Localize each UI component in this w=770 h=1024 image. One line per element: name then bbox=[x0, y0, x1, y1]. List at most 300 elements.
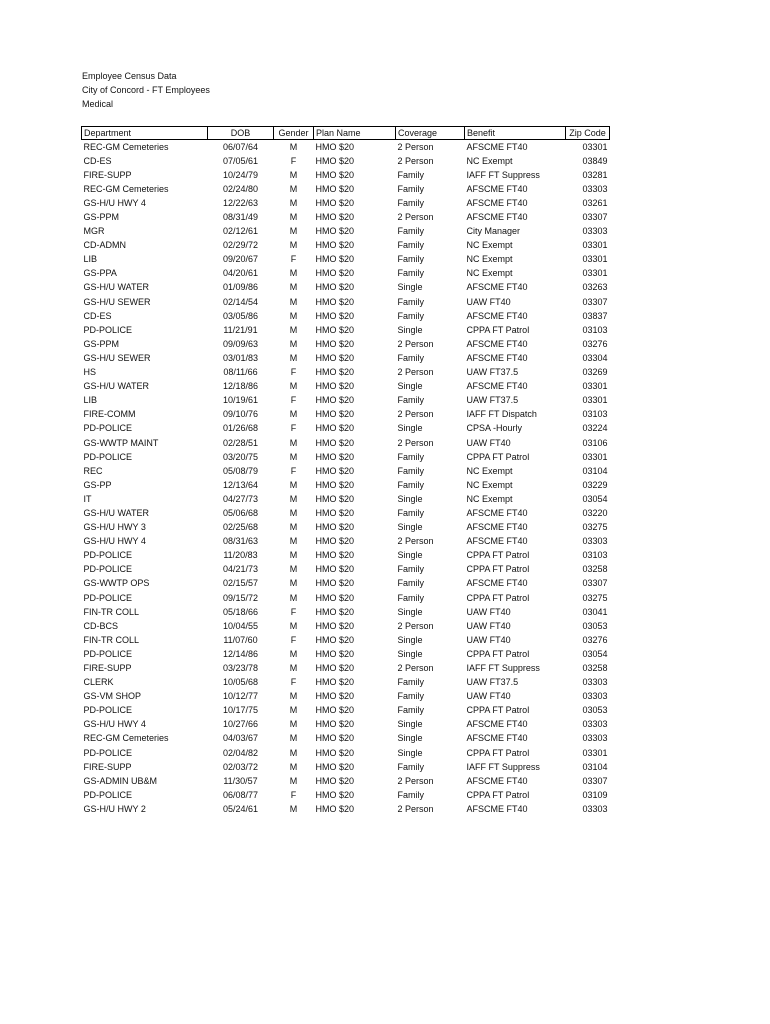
report-subtitle: City of Concord - FT Employees bbox=[82, 85, 210, 95]
cell-benefit: AFSCME FT40 bbox=[466, 338, 528, 349]
cell-gender: M bbox=[289, 183, 298, 194]
table-row bbox=[82, 154, 610, 168]
table-header-row bbox=[82, 127, 610, 140]
cell-dob: 01/09/86 bbox=[222, 282, 259, 293]
cell-zip-code: 03303 bbox=[582, 226, 608, 237]
table-row bbox=[82, 394, 610, 408]
cell-department: GS-H/U HWY 2 bbox=[83, 803, 146, 814]
table-row bbox=[82, 774, 610, 788]
cell-zip-code: 03301 bbox=[582, 268, 608, 279]
cell-dob: 11/30/57 bbox=[223, 775, 258, 786]
cell-dob: 10/19/61 bbox=[222, 395, 259, 406]
cell-gender: M bbox=[289, 197, 298, 208]
cell-department: CLERK bbox=[83, 677, 114, 688]
cell-benefit: NC Exempt bbox=[466, 254, 513, 265]
table-row bbox=[82, 535, 610, 549]
cell-plan-name: HMO $20 bbox=[315, 395, 355, 406]
cell-gender: M bbox=[289, 536, 298, 547]
cell-plan-name: HMO $20 bbox=[315, 536, 355, 547]
cell-department: CD-ES bbox=[83, 310, 112, 321]
cell-gender: M bbox=[289, 775, 298, 786]
column-header-plan-name: Plan Name bbox=[314, 127, 396, 140]
cell-dob: 03/20/75 bbox=[222, 451, 259, 462]
cell-department: GS-H/U HWY 4 bbox=[83, 536, 146, 547]
cell-benefit: CPPA FT Patrol bbox=[466, 648, 530, 659]
cell-coverage: 2 Person bbox=[397, 775, 434, 786]
cell-coverage: Single bbox=[397, 324, 423, 335]
cell-benefit: AFSCME FT40 bbox=[466, 803, 528, 814]
cell-plan-name: HMO $20 bbox=[315, 282, 355, 293]
cell-gender: F bbox=[290, 254, 297, 265]
cell-department: GS-WWTP OPS bbox=[83, 578, 150, 589]
cell-coverage: Family bbox=[397, 395, 424, 406]
cell-coverage: Family bbox=[397, 564, 424, 575]
cell-benefit: NC Exempt bbox=[466, 479, 513, 490]
cell-department: FIRE-SUPP bbox=[83, 169, 132, 180]
cell-benefit: AFSCME FT40 bbox=[466, 536, 528, 547]
table-row bbox=[82, 450, 610, 464]
cell-plan-name: HMO $20 bbox=[315, 648, 355, 659]
cell-gender: F bbox=[290, 677, 297, 688]
cell-coverage: Single bbox=[397, 648, 423, 659]
cell-department: FIRE-SUPP bbox=[83, 761, 132, 772]
cell-dob: 08/31/49 bbox=[222, 212, 259, 223]
cell-gender: M bbox=[289, 663, 298, 674]
cell-plan-name: HMO $20 bbox=[315, 592, 355, 603]
cell-zip-code: 03103 bbox=[582, 324, 608, 335]
cell-gender: F bbox=[290, 634, 297, 645]
cell-benefit: NC Exempt bbox=[466, 465, 513, 476]
cell-plan-name: HMO $20 bbox=[315, 733, 355, 744]
table-row bbox=[82, 619, 610, 633]
cell-zip-code: 03104 bbox=[582, 465, 608, 476]
cell-coverage: Single bbox=[397, 733, 423, 744]
cell-plan-name: HMO $20 bbox=[315, 254, 355, 265]
cell-benefit: AFSCME FT40 bbox=[466, 352, 528, 363]
cell-benefit: NC Exempt bbox=[466, 268, 513, 279]
cell-plan-name: HMO $20 bbox=[315, 761, 355, 772]
cell-gender: M bbox=[289, 310, 298, 321]
cell-plan-name: HMO $20 bbox=[315, 226, 355, 237]
cell-zip-code: 03269 bbox=[582, 367, 608, 378]
cell-zip-code: 03301 bbox=[582, 254, 608, 265]
cell-coverage: 2 Person bbox=[397, 367, 434, 378]
cell-gender: M bbox=[289, 761, 298, 772]
cell-gender: M bbox=[289, 451, 298, 462]
cell-dob: 07/05/61 bbox=[222, 155, 259, 166]
cell-coverage: Single bbox=[397, 423, 423, 434]
cell-zip-code: 03229 bbox=[582, 479, 608, 490]
cell-benefit: AFSCME FT40 bbox=[466, 141, 528, 152]
cell-benefit: AFSCME FT40 bbox=[466, 212, 528, 223]
cell-plan-name: HMO $20 bbox=[315, 338, 355, 349]
cell-plan-name: HMO $20 bbox=[315, 663, 355, 674]
cell-zip-code: 03301 bbox=[582, 141, 608, 152]
cell-coverage: Family bbox=[397, 169, 424, 180]
cell-benefit: AFSCME FT40 bbox=[466, 522, 528, 533]
cell-zip-code: 03301 bbox=[582, 381, 608, 392]
cell-department: LIB bbox=[83, 395, 98, 406]
table-row bbox=[82, 732, 610, 746]
cell-plan-name: HMO $20 bbox=[315, 775, 355, 786]
cell-benefit: CPPA FT Patrol bbox=[466, 789, 530, 800]
cell-benefit: AFSCME FT40 bbox=[466, 197, 528, 208]
cell-dob: 10/04/55 bbox=[222, 620, 259, 631]
cell-gender: F bbox=[290, 789, 297, 800]
cell-department: GS-PPM bbox=[83, 338, 120, 349]
cell-gender: F bbox=[290, 367, 297, 378]
cell-zip-code: 03103 bbox=[582, 550, 608, 561]
table-row bbox=[82, 577, 610, 591]
cell-benefit: IAFF FT Suppress bbox=[466, 169, 540, 180]
cell-department: PD-POLICE bbox=[83, 324, 133, 335]
table-row bbox=[82, 563, 610, 577]
cell-dob: 01/26/68 bbox=[222, 423, 259, 434]
cell-dob: 12/14/86 bbox=[222, 648, 259, 659]
cell-gender: M bbox=[289, 141, 298, 152]
cell-zip-code: 03303 bbox=[582, 803, 608, 814]
cell-dob: 10/24/79 bbox=[222, 169, 259, 180]
cell-zip-code: 03261 bbox=[582, 197, 608, 208]
table-row bbox=[82, 295, 610, 309]
cell-dob: 11/20/83 bbox=[223, 550, 258, 561]
cell-dob: 02/14/54 bbox=[222, 296, 259, 307]
cell-plan-name: HMO $20 bbox=[315, 310, 355, 321]
cell-department: PD-POLICE bbox=[83, 648, 133, 659]
cell-benefit: CPPA FT Patrol bbox=[466, 451, 530, 462]
cell-dob: 05/18/66 bbox=[222, 606, 259, 617]
cell-zip-code: 03303 bbox=[582, 691, 608, 702]
cell-gender: F bbox=[290, 395, 297, 406]
cell-department: REC-GM Cemeteries bbox=[83, 141, 169, 152]
cell-department: LIB bbox=[83, 254, 98, 265]
cell-department: MGR bbox=[83, 226, 105, 237]
cell-plan-name: HMO $20 bbox=[315, 197, 355, 208]
cell-benefit: AFSCME FT40 bbox=[466, 578, 528, 589]
cell-plan-name: HMO $20 bbox=[315, 606, 355, 617]
cell-department: PD-POLICE bbox=[83, 451, 133, 462]
cell-coverage: Single bbox=[397, 522, 423, 533]
cell-plan-name: HMO $20 bbox=[315, 268, 355, 279]
cell-dob: 06/08/77 bbox=[222, 789, 259, 800]
cell-gender: M bbox=[289, 352, 298, 363]
cell-coverage: Family bbox=[397, 592, 424, 603]
cell-zip-code: 03053 bbox=[582, 705, 608, 716]
column-header-coverage: Coverage bbox=[396, 127, 465, 140]
cell-benefit: IAFF FT Dispatch bbox=[466, 409, 537, 420]
cell-coverage: Family bbox=[397, 691, 424, 702]
cell-gender: M bbox=[289, 437, 298, 448]
cell-coverage: 2 Person bbox=[397, 663, 434, 674]
cell-department: GS-ADMIN UB&M bbox=[83, 775, 158, 786]
cell-plan-name: HMO $20 bbox=[315, 423, 355, 434]
cell-dob: 10/27/66 bbox=[222, 719, 259, 730]
cell-coverage: Family bbox=[397, 789, 424, 800]
table-row bbox=[82, 464, 610, 478]
cell-department: GS-PPM bbox=[83, 212, 120, 223]
cell-gender: M bbox=[289, 747, 298, 758]
cell-coverage: Single bbox=[397, 606, 423, 617]
cell-dob: 02/29/72 bbox=[222, 240, 259, 251]
cell-zip-code: 03301 bbox=[582, 395, 608, 406]
cell-zip-code: 03104 bbox=[582, 761, 608, 772]
cell-zip-code: 03224 bbox=[582, 423, 608, 434]
cell-plan-name: HMO $20 bbox=[315, 719, 355, 730]
cell-coverage: 2 Person bbox=[397, 338, 434, 349]
cell-zip-code: 03106 bbox=[582, 437, 608, 448]
cell-gender: M bbox=[289, 226, 298, 237]
cell-dob: 05/06/68 bbox=[222, 507, 259, 518]
cell-zip-code: 03275 bbox=[582, 522, 608, 533]
cell-dob: 03/01/83 bbox=[222, 352, 259, 363]
cell-plan-name: HMO $20 bbox=[315, 803, 355, 814]
cell-benefit: AFSCME FT40 bbox=[466, 719, 528, 730]
table-row bbox=[82, 239, 610, 253]
cell-department: GS-WWTP MAINT bbox=[83, 437, 159, 448]
cell-department: GS-H/U WATER bbox=[83, 381, 149, 392]
table-row bbox=[82, 478, 610, 492]
cell-dob: 09/20/67 bbox=[222, 254, 259, 265]
cell-dob: 12/13/64 bbox=[222, 479, 259, 490]
cell-benefit: CPPA FT Patrol bbox=[466, 705, 530, 716]
cell-zip-code: 03054 bbox=[582, 493, 608, 504]
cell-plan-name: HMO $20 bbox=[315, 183, 355, 194]
cell-department: FIN-TR COLL bbox=[83, 606, 140, 617]
cell-coverage: Family bbox=[397, 268, 424, 279]
cell-dob: 09/09/63 bbox=[222, 338, 259, 349]
cell-plan-name: HMO $20 bbox=[315, 747, 355, 758]
cell-department: REC bbox=[83, 465, 103, 476]
cell-benefit: NC Exempt bbox=[466, 240, 513, 251]
cell-dob: 09/10/76 bbox=[222, 409, 259, 420]
cell-coverage: Family bbox=[397, 451, 424, 462]
cell-plan-name: HMO $20 bbox=[315, 169, 355, 180]
cell-coverage: 2 Person bbox=[397, 409, 434, 420]
cell-dob: 10/17/75 bbox=[222, 705, 259, 716]
cell-coverage: 2 Person bbox=[397, 141, 434, 152]
cell-benefit: UAW FT40 bbox=[466, 691, 511, 702]
cell-department: PD-POLICE bbox=[83, 564, 133, 575]
cell-plan-name: HMO $20 bbox=[315, 437, 355, 448]
cell-coverage: Family bbox=[397, 254, 424, 265]
table-row bbox=[82, 605, 610, 619]
table-row bbox=[82, 140, 610, 155]
cell-coverage: Single bbox=[397, 381, 423, 392]
cell-plan-name: HMO $20 bbox=[315, 381, 355, 392]
cell-benefit: AFSCME FT40 bbox=[466, 775, 528, 786]
cell-zip-code: 03103 bbox=[582, 409, 608, 420]
cell-gender: M bbox=[289, 592, 298, 603]
cell-coverage: Family bbox=[397, 761, 424, 772]
table-row bbox=[82, 225, 610, 239]
cell-plan-name: HMO $20 bbox=[315, 677, 355, 688]
column-header-dob: DOB bbox=[208, 127, 274, 140]
cell-zip-code: 03303 bbox=[582, 536, 608, 547]
cell-gender: M bbox=[289, 296, 298, 307]
cell-department: GS-H/U SEWER bbox=[83, 352, 151, 363]
cell-coverage: Family bbox=[397, 705, 424, 716]
table-row bbox=[82, 436, 610, 450]
table-row bbox=[82, 591, 610, 605]
cell-benefit: CPPA FT Patrol bbox=[466, 564, 530, 575]
cell-benefit: UAW FT40 bbox=[466, 634, 511, 645]
cell-dob: 02/03/72 bbox=[222, 761, 259, 772]
cell-gender: M bbox=[289, 648, 298, 659]
cell-zip-code: 03276 bbox=[582, 634, 608, 645]
cell-zip-code: 03307 bbox=[582, 212, 608, 223]
cell-gender: F bbox=[290, 606, 297, 617]
cell-coverage: 2 Person bbox=[397, 437, 434, 448]
cell-gender: M bbox=[289, 705, 298, 716]
cell-dob: 02/15/57 bbox=[222, 578, 259, 589]
table-row bbox=[82, 746, 610, 760]
cell-zip-code: 03303 bbox=[582, 677, 608, 688]
cell-plan-name: HMO $20 bbox=[315, 493, 355, 504]
table-row bbox=[82, 281, 610, 295]
cell-department: GS-H/U HWY 4 bbox=[83, 719, 146, 730]
cell-department: GS-VM SHOP bbox=[83, 691, 142, 702]
cell-coverage: Single bbox=[397, 550, 423, 561]
cell-plan-name: HMO $20 bbox=[315, 141, 355, 152]
cell-plan-name: HMO $20 bbox=[315, 296, 355, 307]
cell-department: CD-ES bbox=[83, 155, 112, 166]
cell-benefit: UAW FT40 bbox=[466, 606, 511, 617]
cell-department: CD-BCS bbox=[83, 620, 119, 631]
table-row bbox=[82, 196, 610, 210]
column-header-benefit: Benefit bbox=[465, 127, 566, 140]
cell-department: FIRE-SUPP bbox=[83, 663, 132, 674]
cell-benefit: CPPA FT Patrol bbox=[466, 592, 530, 603]
cell-department: IT bbox=[83, 493, 92, 504]
cell-gender: M bbox=[289, 493, 298, 504]
cell-benefit: IAFF FT Suppress bbox=[466, 663, 540, 674]
cell-plan-name: HMO $20 bbox=[315, 564, 355, 575]
cell-gender: M bbox=[289, 620, 298, 631]
table-row bbox=[82, 309, 610, 323]
cell-coverage: Single bbox=[397, 282, 423, 293]
cell-zip-code: 03301 bbox=[582, 747, 608, 758]
cell-coverage: Family bbox=[397, 296, 424, 307]
cell-gender: M bbox=[289, 733, 298, 744]
cell-department: GS-H/U HWY 3 bbox=[83, 522, 146, 533]
cell-coverage: 2 Person bbox=[397, 620, 434, 631]
cell-benefit: UAW FT37.5 bbox=[466, 395, 519, 406]
cell-benefit: NC Exempt bbox=[466, 493, 513, 504]
cell-dob: 08/31/63 bbox=[222, 536, 259, 547]
cell-gender: M bbox=[289, 212, 298, 223]
cell-zip-code: 03303 bbox=[582, 183, 608, 194]
cell-gender: M bbox=[289, 564, 298, 575]
table-row bbox=[82, 647, 610, 661]
cell-department: PD-POLICE bbox=[83, 423, 133, 434]
cell-dob: 11/07/60 bbox=[223, 634, 258, 645]
cell-benefit: CPPA FT Patrol bbox=[466, 747, 530, 758]
cell-dob: 09/15/72 bbox=[222, 592, 259, 603]
cell-dob: 10/05/68 bbox=[222, 677, 259, 688]
cell-gender: M bbox=[289, 691, 298, 702]
cell-department: GS-H/U SEWER bbox=[83, 296, 151, 307]
cell-zip-code: 03109 bbox=[582, 789, 608, 800]
cell-zip-code: 03849 bbox=[582, 155, 608, 166]
cell-benefit: AFSCME FT40 bbox=[466, 310, 528, 321]
cell-zip-code: 03054 bbox=[582, 648, 608, 659]
cell-department: PD-POLICE bbox=[83, 789, 133, 800]
cell-plan-name: HMO $20 bbox=[315, 691, 355, 702]
cell-zip-code: 03263 bbox=[582, 282, 608, 293]
cell-plan-name: HMO $20 bbox=[315, 240, 355, 251]
cell-plan-name: HMO $20 bbox=[315, 634, 355, 645]
cell-gender: M bbox=[289, 282, 298, 293]
cell-dob: 02/25/68 bbox=[222, 522, 259, 533]
cell-dob: 12/22/63 bbox=[222, 197, 259, 208]
cell-coverage: Family bbox=[397, 578, 424, 589]
table-row bbox=[82, 661, 610, 675]
table-row bbox=[82, 718, 610, 732]
cell-plan-name: HMO $20 bbox=[315, 155, 355, 166]
cell-department: GS-PPA bbox=[83, 268, 117, 279]
cell-plan-name: HMO $20 bbox=[315, 479, 355, 490]
table-row bbox=[82, 408, 610, 422]
cell-plan-name: HMO $20 bbox=[315, 550, 355, 561]
table-row bbox=[82, 760, 610, 774]
cell-zip-code: 03307 bbox=[582, 775, 608, 786]
cell-dob: 10/12/77 bbox=[222, 691, 259, 702]
table-row bbox=[82, 690, 610, 704]
cell-department: GS-PP bbox=[83, 479, 112, 490]
cell-benefit: IAFF FT Suppress bbox=[466, 761, 540, 772]
cell-benefit: UAW FT40 bbox=[466, 296, 511, 307]
cell-department: PD-POLICE bbox=[83, 592, 133, 603]
cell-department: GS-H/U HWY 4 bbox=[83, 197, 146, 208]
cell-plan-name: HMO $20 bbox=[315, 324, 355, 335]
cell-gender: M bbox=[289, 479, 298, 490]
cell-zip-code: 03276 bbox=[582, 338, 608, 349]
cell-benefit: AFSCME FT40 bbox=[466, 381, 528, 392]
cell-plan-name: HMO $20 bbox=[315, 465, 355, 476]
cell-plan-name: HMO $20 bbox=[315, 578, 355, 589]
cell-gender: M bbox=[289, 803, 298, 814]
table-row bbox=[82, 351, 610, 365]
cell-zip-code: 03281 bbox=[582, 169, 608, 180]
cell-plan-name: HMO $20 bbox=[315, 705, 355, 716]
cell-coverage: Family bbox=[397, 507, 424, 518]
cell-department: PD-POLICE bbox=[83, 705, 133, 716]
cell-zip-code: 03304 bbox=[582, 352, 608, 363]
report-header bbox=[82, 69, 210, 111]
table-row bbox=[82, 422, 610, 436]
cell-plan-name: HMO $20 bbox=[315, 451, 355, 462]
cell-benefit: City Manager bbox=[466, 226, 521, 237]
cell-department: FIRE-COMM bbox=[83, 409, 136, 420]
cell-benefit: UAW FT37.5 bbox=[466, 677, 519, 688]
table-row bbox=[82, 549, 610, 563]
cell-dob: 08/11/66 bbox=[223, 367, 258, 378]
cell-coverage: 2 Person bbox=[397, 212, 434, 223]
column-header-gender: Gender bbox=[274, 127, 314, 140]
table-row bbox=[82, 366, 610, 380]
cell-benefit: AFSCME FT40 bbox=[466, 507, 528, 518]
cell-dob: 12/18/86 bbox=[222, 381, 259, 392]
cell-dob: 04/27/73 bbox=[222, 493, 259, 504]
cell-gender: M bbox=[289, 338, 298, 349]
report-category: Medical bbox=[82, 99, 114, 109]
table-row bbox=[82, 704, 610, 718]
cell-benefit: CPPA FT Patrol bbox=[466, 550, 530, 561]
cell-zip-code: 03220 bbox=[582, 507, 608, 518]
cell-benefit: CPSA -Hourly bbox=[466, 423, 523, 434]
cell-gender: M bbox=[289, 324, 298, 335]
cell-gender: M bbox=[289, 578, 298, 589]
